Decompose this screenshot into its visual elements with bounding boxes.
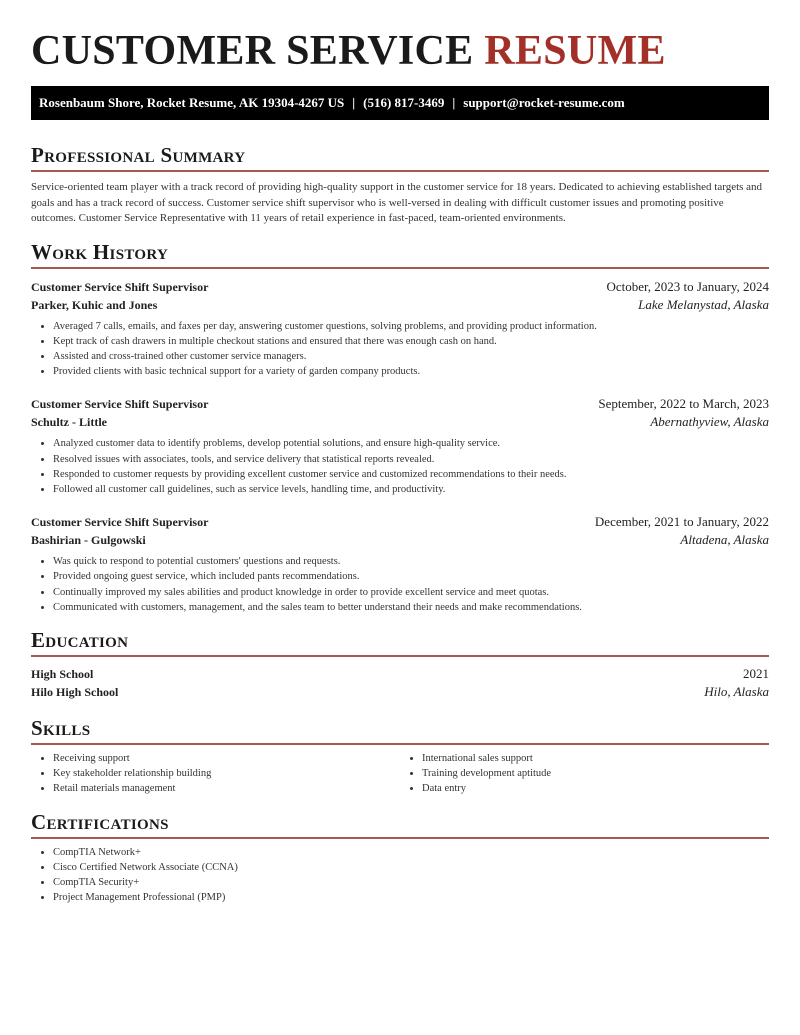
section-title-summary: Professional Summary	[31, 143, 246, 167]
job-location: Abernathyview, Alaska	[650, 414, 769, 430]
resume-title	[31, 0, 769, 74]
summary-text: Service-oriented team player with a track record of providing high-quality support in the customer service for 18 years. Dedicated to achieving established targets and goals and has a track record of success. Customer service shift supervisor who is well-versed in dealing with difficult customer issues and promoting positive outcomes. Customer Service Representative with 11 years of retail experience in fast-paced, team-oriented environments.	[31, 181, 763, 224]
job-location: Altadena, Alaska	[680, 532, 769, 548]
certification-item: • CompTIA Network+	[53, 845, 769, 860]
job-entry	[31, 395, 769, 497]
skill-item: • Data entry	[422, 781, 769, 796]
contact-separator: |	[352, 95, 356, 110]
skill-item: • Receiving support	[53, 751, 400, 766]
job-bullet: • Provided ongoing guest service, which included pants recommendations.	[53, 569, 769, 584]
job-bullet: • Continually improved my sales abilities and product knowledge in order to provide excellent service and meet quotas.	[53, 585, 769, 600]
job-bullet: • Resolved issues with associates, tools, and service delivery that statistical reports revealed.	[53, 452, 769, 467]
job-title: Customer Service Shift Supervisor	[31, 515, 209, 530]
skill-item: • Key stakeholder relationship building	[53, 766, 400, 781]
education-year: 2021	[743, 665, 769, 681]
job-bullet: • Analyzed customer data to identify problems, develop potential solutions, and ensure high-quality service.	[53, 436, 769, 451]
skills-column-right	[400, 751, 769, 797]
job-entry	[31, 278, 769, 380]
job-bullet: • Responded to customer requests by providing excellent customer service and customized recommendations to their needs.	[53, 467, 769, 482]
job-location: Lake Melanystad, Alaska	[638, 296, 769, 312]
certification-item: • Project Management Professional (PMP)	[53, 890, 769, 905]
contact-separator: |	[452, 95, 456, 110]
job-dates: December, 2021 to January, 2022	[594, 514, 769, 530]
skill-item: • Training development aptitude	[422, 766, 769, 781]
job-bullets	[31, 436, 769, 497]
contact-email[interactable]: support@rocket-resume.com	[463, 95, 625, 110]
job-entry	[31, 513, 769, 615]
job-bullet: • Followed all customer call guidelines, such as service levels, handling time, and productivity.	[53, 482, 769, 497]
contact-phone[interactable]: (516) 817-3469	[363, 95, 445, 110]
education-entry	[31, 665, 769, 701]
skill-item: • Retail materials management	[53, 781, 400, 796]
job-bullet: • Kept track of cash drawers in multiple checkout stations and ensured that there was enough cash on hand.	[53, 334, 769, 349]
job-company: Schultz - Little	[31, 415, 107, 430]
education-degree: High School	[31, 666, 94, 681]
education-location: Hilo, Alaska	[704, 683, 769, 699]
skills-column-left	[31, 751, 400, 797]
job-bullet: • Was quick to respond to potential customers' questions and requests.	[53, 554, 769, 569]
certification-item: • CompTIA Security+	[53, 875, 769, 890]
section-title-skills: Skills	[31, 715, 91, 740]
title-accent: RESUME	[484, 28, 666, 74]
job-title: Customer Service Shift Supervisor	[31, 279, 209, 294]
skills-list	[31, 751, 769, 797]
certification-item: • Cisco Certified Network Associate (CCNA)	[53, 860, 769, 875]
job-bullets	[31, 554, 769, 615]
section-title-education: Education	[31, 627, 129, 652]
job-bullet: • Assisted and cross-trained other customer service managers.	[53, 349, 769, 364]
job-bullets	[31, 319, 769, 380]
education-school: Hilo High School	[31, 684, 119, 699]
job-dates: October, 2023 to January, 2024	[606, 278, 769, 294]
contact-address: Rosenbaum Shore, Rocket Resume, AK 19304-4267 US	[39, 95, 345, 110]
job-company: Bashirian - Gulgowski	[31, 533, 146, 548]
contact-bar	[31, 86, 769, 120]
job-bullet: • Provided clients with basic technical support for a variety of garden company products.	[53, 364, 769, 379]
certifications-list	[31, 845, 769, 906]
section-divider	[31, 170, 769, 172]
section-divider	[31, 743, 769, 745]
skill-item: • International sales support	[422, 751, 769, 766]
job-bullet: • Communicated with customers, management, and the sales team to better understand their needs and make recommendations.	[53, 600, 769, 615]
section-divider	[31, 837, 769, 839]
title-main: CUSTOMER SERVICE	[31, 28, 474, 74]
job-company: Parker, Kuhic and Jones	[31, 297, 158, 312]
section-divider	[31, 655, 769, 657]
section-title-certifications: Certifications	[31, 809, 169, 834]
section-divider	[31, 267, 769, 269]
job-dates: September, 2022 to March, 2023	[598, 396, 769, 412]
job-title: Customer Service Shift Supervisor	[31, 397, 209, 412]
job-bullet: • Averaged 7 calls, emails, and faxes per day, answering customer questions, solving problems, and providing product information.	[53, 319, 769, 334]
section-title-work-history: Work History	[31, 239, 169, 264]
